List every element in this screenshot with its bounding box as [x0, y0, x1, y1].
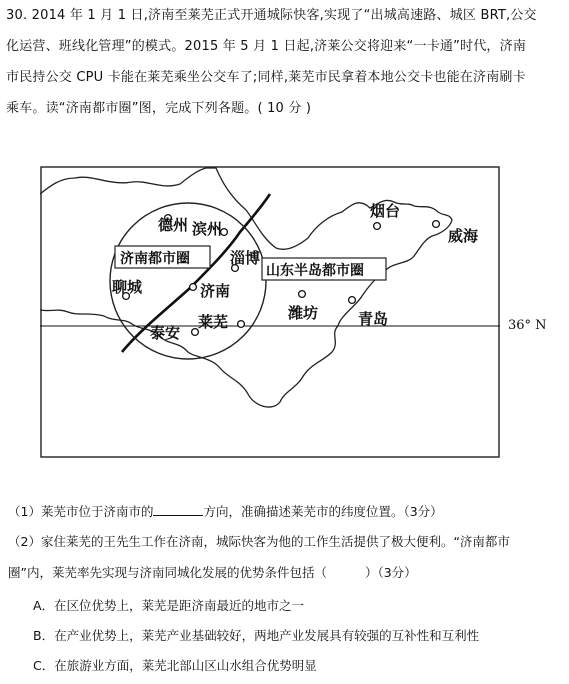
city-label-taian: 泰安 — [150, 324, 181, 342]
city-dot-weifang — [299, 291, 306, 298]
answer-blank-direction[interactable] — [153, 503, 203, 516]
question-line-1: 30. 2014 年 1 月 1 日,济南至莱芜正式开通城际快客,实现了“出城高速路、城区 BRT,公交 — [6, 8, 537, 23]
city-label-jinan: 济南 — [200, 282, 231, 300]
option-a[interactable]: A．在区位优势上，莱芜是距济南最近的地市之一 — [33, 598, 305, 613]
question-line-4: 乘车。读“济南都市圈”图，完成下列各题。( 10 分 ) — [6, 101, 312, 116]
option-c[interactable]: C．在旅游业方面，莱芜北部山区山水组合优势明显 — [33, 658, 317, 673]
city-label-liaocheng: 聊城 — [112, 278, 143, 296]
city-label-yantai: 烟台 — [370, 202, 401, 220]
sub-question-1: （1）莱芜市位于济南市的 方向，准确描述莱芜市的纬度位置。（3分） — [8, 504, 443, 519]
city-label-weihai: 威海 — [448, 227, 479, 245]
city-label-zibo: 淄博 — [230, 249, 261, 267]
city-label-laiwu: 莱芜 — [198, 313, 229, 331]
city-dot-yantai — [374, 223, 381, 230]
city-label-qingdao: 青岛 — [358, 310, 389, 328]
option-b[interactable]: B．在产业优势上，莱芜产业基础较好，两地产业发展具有较强的互补性和互利性 — [33, 628, 480, 643]
latitude-label: 36° N — [508, 318, 547, 333]
jinan-metro-map — [40, 166, 500, 458]
map-frame — [41, 167, 499, 457]
city-label-weifang: 潍坊 — [288, 304, 319, 322]
city-label-binzhou: 滨州 — [192, 220, 223, 238]
peninsula-label: 山东半岛都市圈 — [266, 263, 364, 279]
sub-question-2-line-2: 圈”内，莱芜率先实现与济南同城化发展的优势条件包括（ ）（3分） — [8, 565, 417, 580]
question-paragraph — [6, 0, 562, 124]
question-line-2: 化运营、班线化管理”的模式。2015 年 5 月 1 日起,济莱公交将迎来“一卡通”时代，济南 — [6, 39, 527, 54]
city-label-dezhou: 德州 — [158, 216, 189, 234]
city-dot-laiwu — [238, 321, 245, 328]
city-dot-jinan — [190, 284, 197, 291]
city-dot-qingdao — [349, 297, 356, 304]
city-dot-weihai — [433, 221, 440, 228]
jinan-circle-label: 济南都市圈 — [120, 251, 190, 267]
question-line-3: 市民持公交 CPU 卡能在莱芜乘坐公交车了;同样,莱芜市民拿着本地公交卡也能在济南刷卡 — [6, 70, 526, 85]
sub-question-2-line-1: （2）家住莱芜的王先生工作在济南，城际快客为他的工作生活提供了极大便利。“济南都市 — [8, 534, 510, 549]
question-number: 30. — [6, 8, 28, 23]
